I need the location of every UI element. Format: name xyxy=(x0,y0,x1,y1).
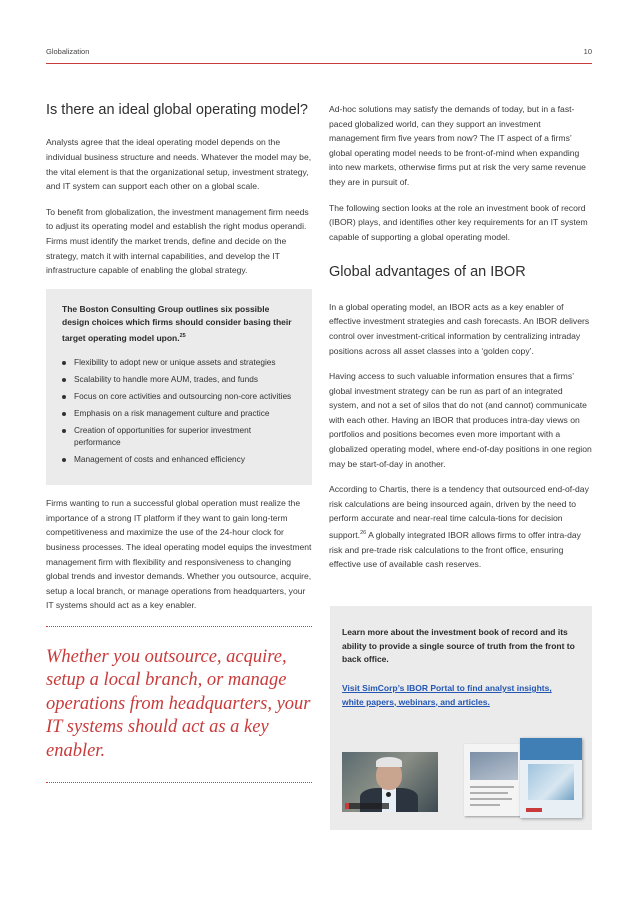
analyst-report-thumbnail[interactable] xyxy=(520,738,582,818)
paragraph: Analysts agree that the ideal operating model depends on the individual business structure and needs. Whatever the model may be, the vital element is that the organizational setup, investment strategy, and IT system can support each other on a global scale. xyxy=(46,137,312,192)
bullet-icon xyxy=(62,378,66,382)
quote-top-divider xyxy=(46,626,312,627)
list-item: Creation of opportunities for superior investment performance xyxy=(62,425,296,448)
quote-bottom-divider xyxy=(46,782,312,783)
paragraph: Ad-hoc solutions may satisfy the demands of today, but in a fast-paced globalized world, can they support an investment management firm five years from now? The IT aspect of a firms’ global operating model needs to be front-of-mind when expanding into new markets, otherwise firms put at risk the very same revenue they are in pursuit of. xyxy=(329,104,586,187)
microphone-icon xyxy=(386,792,391,797)
section-heading-ideal-model: Is there an ideal global operating model? xyxy=(46,102,308,118)
list-item: Focus on core activities and outsourcing non-core activities xyxy=(62,391,296,403)
callout-title: Learn more about the investment book of record and its ability to provide a single source of truth from the front to back office. xyxy=(342,627,575,664)
running-header-section: Globalization xyxy=(46,47,90,56)
list-item: Management of costs and enhanced efficiency xyxy=(62,454,296,466)
pull-quote: Whether you outsource, acquire, setup a local branch, or manage operations from headquarters, your IT systems should act as a key enabler. xyxy=(46,646,311,761)
paragraph: The following section looks at the role an investment book of record (IBOR) plays, and identifies other key requirements for an IT system capable of supporting a global operating model. xyxy=(329,202,588,242)
left-column xyxy=(46,102,312,783)
bullet-icon xyxy=(62,429,66,433)
page-number: 10 xyxy=(583,47,592,56)
right-column xyxy=(329,102,592,572)
ibor-portal-link[interactable]: Visit SimCorp’s IBOR Portal to find analyst insights, white papers, webinars, and articles. xyxy=(342,683,552,707)
paragraph: In a global operating model, an IBOR acts as a key enabler of effective investment strategies and cash forecasts. An IBOR delivers control over investment-critical information by centralizing intraday positions across all asset classes into a ‘golden copy’. xyxy=(329,301,590,356)
header-divider xyxy=(46,63,592,64)
list-item: Emphasis on a risk management culture and practice xyxy=(62,408,296,420)
list-item: Flexibility to adopt new or unique assets and strategies xyxy=(62,357,296,369)
section-heading-ibor-advantages: Global advantages of an IBOR xyxy=(329,264,526,281)
video-thumbnail[interactable] xyxy=(342,752,438,812)
paragraph: According to Chartis, there is a tendency that outsourced end-of-day risk calculations are being insourced again, driven by the need to perform accurate and near-real time calcula-tions for decision support.$^{26}$ A globally integrated IBOR allows firms to offer intra-day risk and pre-trade risk calculations to the front office, ensuring effective use of available cash reserves. xyxy=(329,484,589,570)
paragraph: Having access to such valuable information ensures that a firms’ global investment strategy can be run as part of an integrated system, and not a set of silos that do not (and cannot) communicate with each other. Having an IBOR that produces intra-day views on portfolios and positions becomes even more important with a globalized operating model, where end-of-day positions in one region may be start-of-day in another. xyxy=(329,371,592,469)
footnote-ref: 25 xyxy=(179,332,186,339)
paragraph: To benefit from globalization, the investment management firm needs to adjust its operating model and establish the right modus operandi. Firms must identify the market trends, define and decide on the strategy, match it with internal capabilities, and develop the IT infrastructure capable of enabling the global strategy. xyxy=(46,206,309,276)
white-paper-thumbnail[interactable] xyxy=(464,744,524,816)
bullet-icon xyxy=(62,458,66,462)
design-choices-list xyxy=(62,357,296,466)
simcorp-logo-icon xyxy=(526,808,542,812)
bcg-design-choices-box xyxy=(46,289,312,485)
bullet-icon xyxy=(62,361,66,365)
ibor-portal-callout xyxy=(330,606,592,830)
box-title: The Boston Consulting Group outlines six possible design choices which firms should consider basing their target operating model upon.$^{25}$ xyxy=(62,303,292,343)
list-item: Scalability to handle more AUM, trades, and funds xyxy=(62,374,296,386)
footnote-ref: 26 xyxy=(360,530,367,537)
bullet-icon xyxy=(62,395,66,399)
paragraph: Firms wanting to run a successful global operation must realize the importance of a strong IT platform if they want to gain long-term competitiveness and maximize the use of the 24-hour clock for business processes. The ideal operating model equips the investment management firm with flexibility and responsiveness to changing global trends and investor demands. Whether you outsource, acquire, setup a local branch, or manage operations from headquarters, your IT systems should act as a key enabler. xyxy=(46,498,312,611)
bullet-icon xyxy=(62,412,66,416)
